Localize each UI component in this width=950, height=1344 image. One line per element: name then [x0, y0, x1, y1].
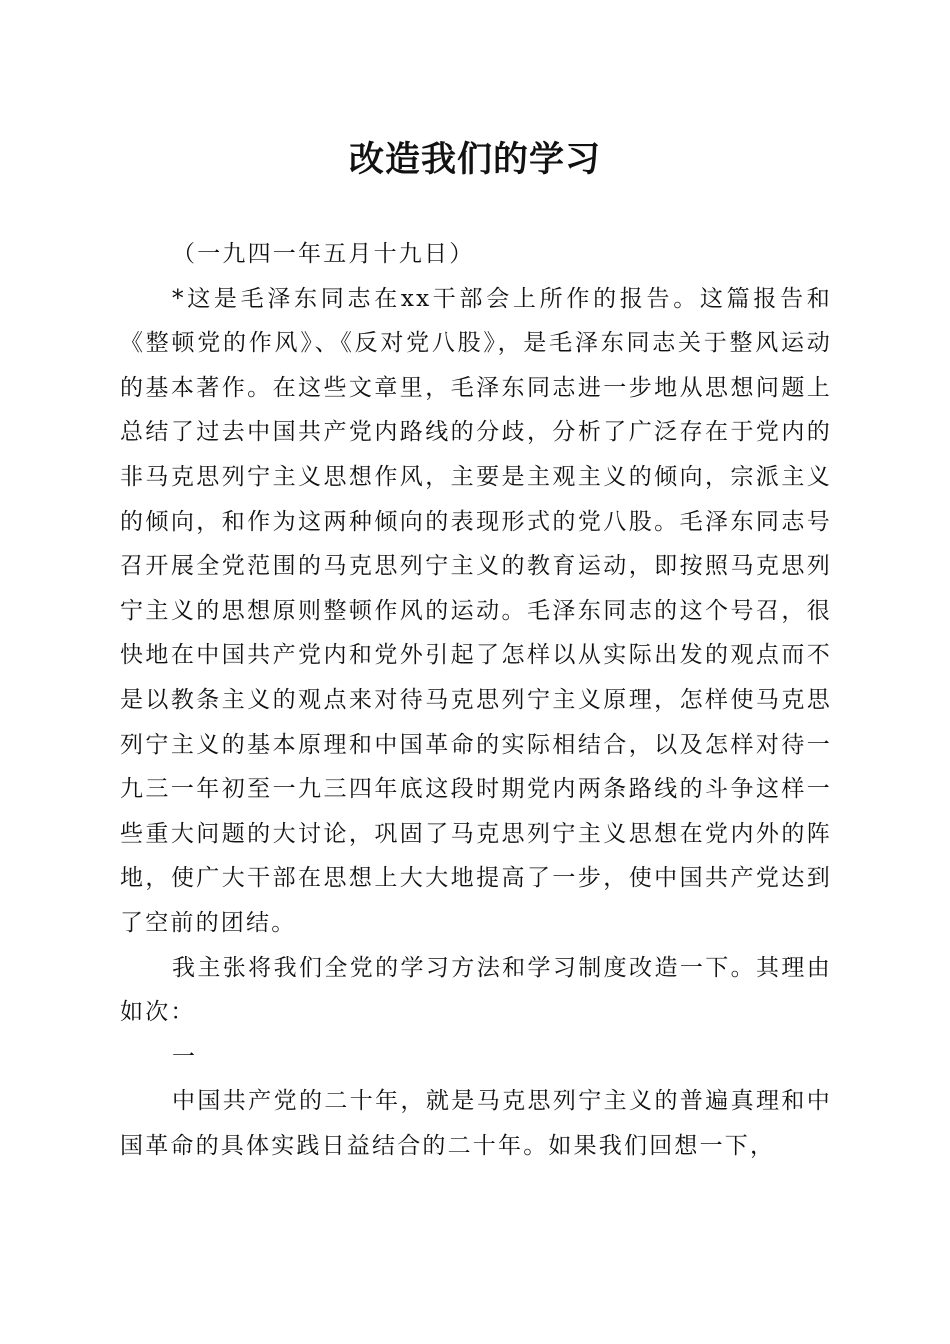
section-paragraph: 中国共产党的二十年，就是马克思列宁主义的普遍真理和中国革命的具体实践日益结合的二十年。如果我们回想一下， — [120, 1088, 832, 1159]
document-title: 改造我们的学习 — [348, 139, 601, 180]
section-marker: 一 — [172, 1043, 198, 1070]
document-body — [120, 232, 832, 1168]
intro-paragraph: 我主张将我们全党的学习方法和学习制度改造一下。其理由如次： — [120, 954, 832, 1026]
document-date: （一九四一年五月十九日） — [172, 241, 475, 267]
editor-note-paragraph: *这是毛泽东同志在xx干部会上所作的报告。这篇报告和《整顿党的作风》、《反对党八股》，是毛泽东同志关于整风运动的基本著作。在这些文章里，毛泽东同志进一步地从思想问题上总结了过去中国共产党内路线的分歧，分析了广泛存在于党内的非马克思列宁主义思想作风，主要是主观主义的倾向，宗派主义的倾向，和作为这两种倾向的表现形式的党八股。毛泽东同志号召开展全党范围的马克思列宁主义的教育运动，即按照马克思列宁主义的思想原则整顿作风的运动。毛泽东同志的这个号召，很快地在中国共产党内和党外引起了怎样以从实际出发的观点而不是以教条主义的观点来对待马克思列宁主义原理，怎样使马克思列宁主义的基本原理和中国革命的实际相结合，以及怎样对待一九三一年初至一九三四年底这段时期党内两条路线的斗争这样一些重大问题的大讨论，巩固了马克思列宁主义思想在党内外的阵地，使广大干部在思想上大大地提高了一步，使中国共产党达到了空前的团结。 — [120, 285, 832, 936]
